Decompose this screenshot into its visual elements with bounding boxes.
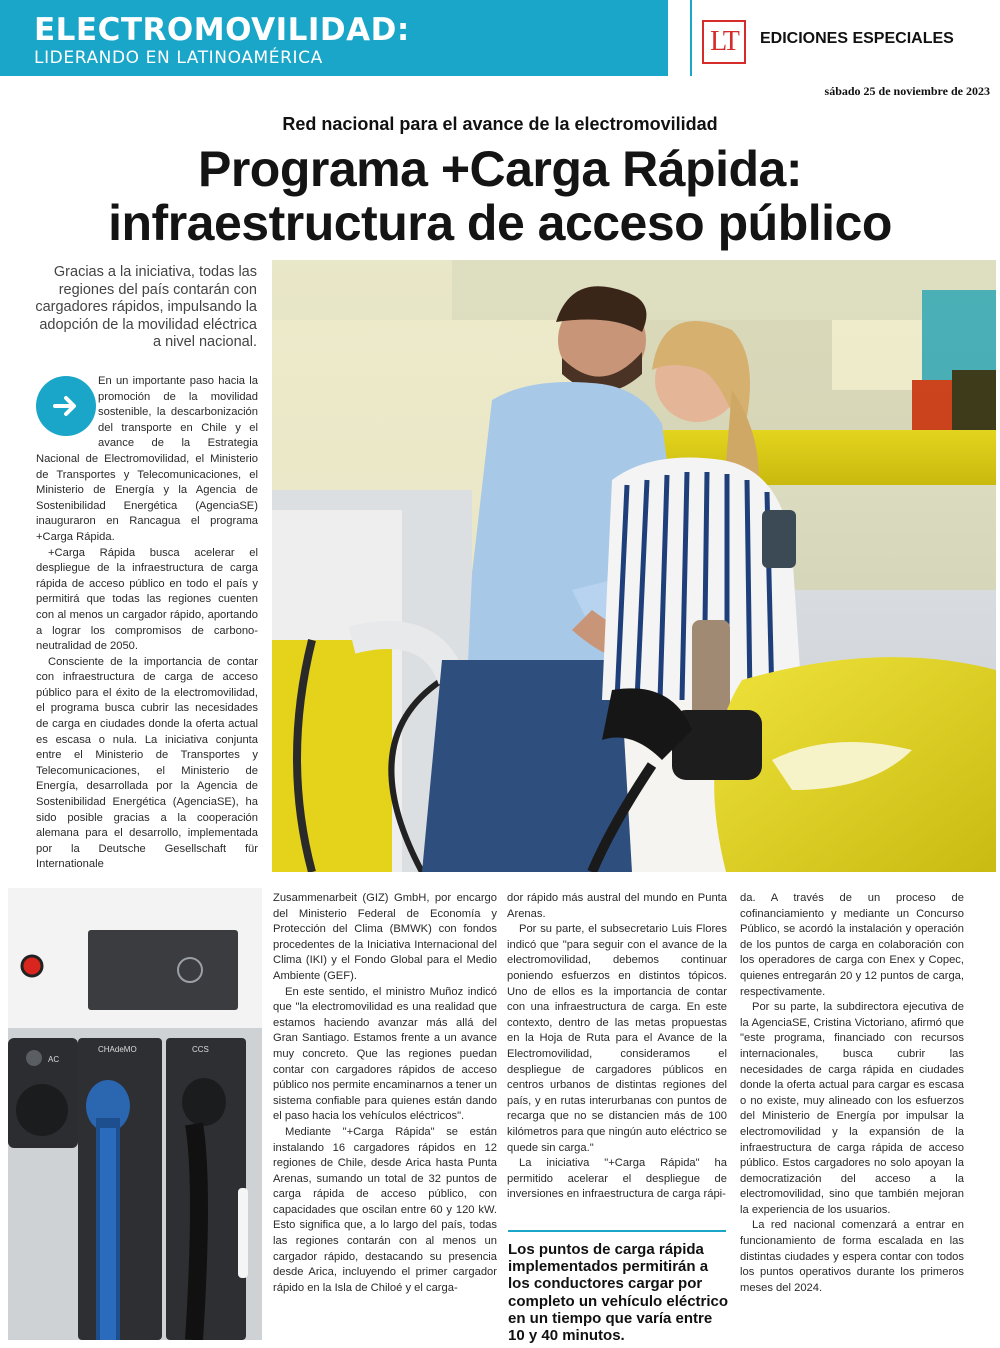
pull-quote-rule: [508, 1230, 726, 1232]
paragraph: En este sentido, el ministro Muñoz indicó que "la electromovilidad es una realidad que estamos haciendo avanzar más allá del Gran Santiago. Estamos frente a un avance muy concreto. Que las regiones puedan contar con cargadores rápidos de acceso público nos permite encaminarnos a tener un sistema confiable para quienes están dando el paso hacia los vehículos eléctricos".: [273, 985, 497, 1123]
pull-quote: Los puntos de carga rápida implementados permitirán a los conductores cargar por completo un vehículo eléctrico en un tiempo que varía entre 10 y 40 minutos.: [508, 1241, 729, 1345]
paragraph: Por su parte, el subsecretario Luis Flores indicó que "para seguir con el avance de la electromovilidad, debemos continuar poniendo esfuerzos en distintos tópicos. Uno de ellos es la importancia de contar con una infraestructura de carga. En este contexto, dentro de las metas propuestas en la Hoja de Ruta para el Avance de la Electromovilidad, consideramos el despliegue de cargadores públicos en centros urbanos de distintas regiones del país, y en rutas interurbanas con puntos de recarga que no se distancien más de 100 kilómetros para que ningún auto eléctrico se quede sin carga.": [507, 923, 727, 1154]
article-kicker: Red nacional para el avance de la electromovilidad: [282, 114, 718, 134]
charger-label-ac: AC: [48, 1055, 60, 1064]
body-column-3: [507, 891, 727, 1203]
paragraph: Por su parte, la subdirectora ejecutiva de la AgenciaSE, Cristina Victoriano, afirmó que "este programa, financiado con recursos internacionales, busca cubrir las necesidades de carga rápida en ciudades donde la oferta actual para cargar es escasa o no existe, muy alineado con los esfuerzos del Ministerio de Energía por impulsar la electromovilidad y la expansión de la infraestructura de carga rápida de acceso público. Estos cargadores no solo apoyan la democratización del acceso a la electromovilidad, sino que también mejoran la experiencia de los usuarios.: [740, 1001, 964, 1216]
body-column-1: [36, 374, 258, 873]
article-lead: Gracias a la iniciativa, todas las regiones del país contarán con cargadores rápidos, impulsando la adopción de la movilidad eléctrica a nivel nacional.: [35, 264, 257, 350]
section-title: ELECTROMOVILIDAD:: [34, 12, 410, 48]
section-subtitle: LIDERANDO EN LATINOAMÉRICA: [34, 48, 323, 68]
hero-photo: [272, 260, 996, 872]
paragraph: Mediante "+Carga Rápida" se están instalando 16 cargadores rápidos en 12 regiones de Chile, desde Arica hasta Punta Arenas, sumando un total de 32 puntos de carga rápida de acceso público, con capacidades que oscilan entre 60 y 120 kW. Esto significa que, a lo largo del país, todas las regiones contarán con al menos un cargador rápido, destacando su presencia desde Arica, incluyendo el primer cargador rápido en la Isla de Chiloé y el carga-: [273, 1125, 497, 1294]
body-column-2: [273, 891, 497, 1296]
paragraph: La iniciativa "+Carga Rápida" ha permitido acelerar el despliegue de inversiones en infraestructura de carga rápi-: [507, 1157, 727, 1201]
headline-line-2: infraestructura de acceso público: [108, 195, 892, 251]
paragraph: En un importante paso hacia la promoción de la movilidad sostenible, la descarbonización del transporte en Chile y el avance de la Estrategia Nacional de Electromovilidad, el Ministerio de Transportes y Telecomunicaciones, el Ministerio de Energía y la Agencia de Sostenibilidad Energética (AgenciaSE) inauguraron en Rancagua el programa +Carga Rápida.: [36, 375, 258, 543]
paragraph: dor rápido más austral del mundo en Punta Arenas.: [507, 892, 727, 920]
paragraph: Consciente de la importancia de contar con infraestructura de carga de acceso público para el éxito de la electromovilidad, el programa busca cubrir las necesidades de carga en ciudades donde la oferta actual es escasa o nula. La iniciativa conjunta entre el Ministerio de Transportes y Telecomunicaciones, el Ministerio de Energía, desarrollada por la Agencia de Sostenibilidad Energética (AgenciaSE), ha sido posible gracias a la cooperación alemana para el desarrollo, implementada por la Deutsche Gesellschaft für Internationale: [36, 655, 258, 871]
paragraph: da. A través de un proceso de cofinanciamiento y mediante un Concurso Público, se acordó la instalación y operación de los puntos de carga en colaboración con los operadores de carga con Enex y Copec, quienes entregarán 20 y 12 puntos de carga, respectivamente.: [740, 892, 964, 998]
brand-block: [690, 0, 1000, 76]
article-headline: [0, 142, 1000, 250]
headline-line-1: Programa +Carga Rápida:: [198, 141, 802, 197]
paragraph: Zusammenarbeit (GIZ) GmbH, por encargo del Ministerio Federal de Economía y Protección del Clima (BMWK) con fondos procedentes de la Iniciativa Internacional del Clima (IKI) y el Fondo Global para el Medio Ambiente (GEF).: [273, 892, 497, 982]
charger-label-ccs: CCS: [192, 1045, 209, 1054]
brand-label: EDICIONES ESPECIALES: [760, 30, 954, 47]
publication-date: sábado 25 de noviembre de 2023: [824, 84, 990, 98]
body-column-4: [740, 891, 964, 1296]
lt-logo: LT: [702, 20, 746, 64]
section-banner: [0, 0, 668, 76]
charger-label-chademo: CHAdeMO: [98, 1045, 137, 1054]
charger-photo: [8, 888, 262, 1340]
paragraph: +Carga Rápida busca acelerar el despliegue de la infraestructura de carga rápida de acceso público en todo el país y permitirá que todas las regiones cuenten con al menos un cargador rápido, aportando a lograr los compromisos de carbono-neutralidad de 2050.: [36, 546, 258, 653]
paragraph: La red nacional comenzará a entrar en funcionamiento de forma escalada en las distintas ciudades y espera contar con todos los puntos operativos durante los primeros meses del 2024.: [740, 1219, 964, 1294]
